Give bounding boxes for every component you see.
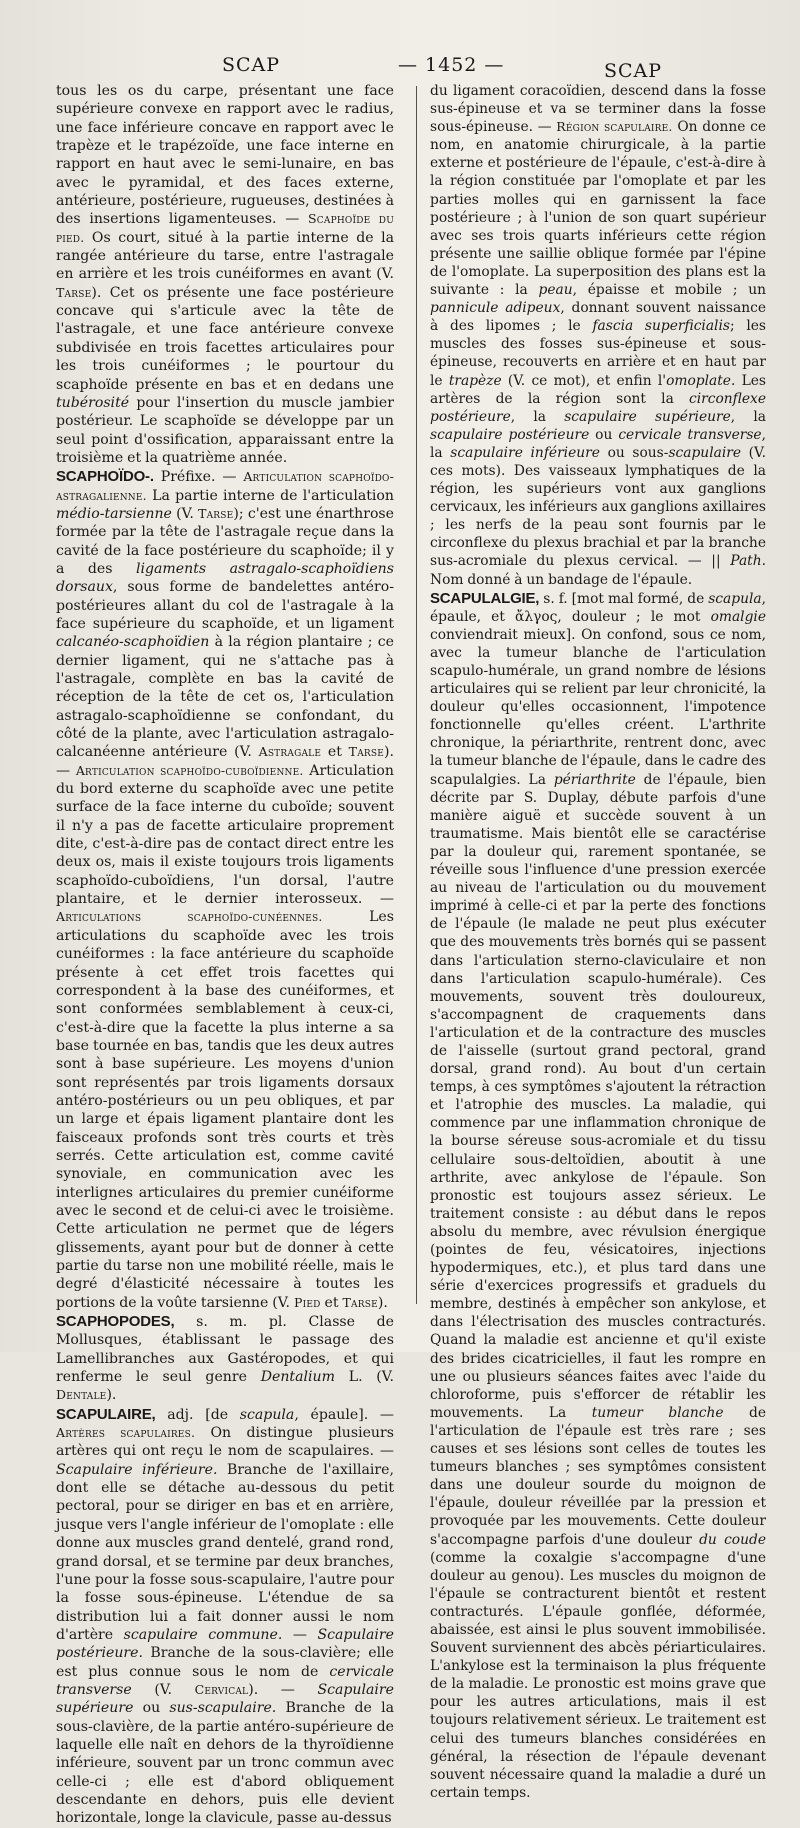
small-caps-run: Articulations scaphoïdo-cunéennes.: [56, 909, 323, 925]
text-run: Les articulations du scaphoïde avec les trois cunéiformes : la face antérieure du scaphoïde présente à cet effet trois facettes qui correspondent à la base des cunéiformes, et sont conformées semblablement à ceux-ci, c'est-à-dire que la facette la plus interne a sa base tournée en bas, tandis que les deux autres sont à base supérieure. Les moyens d'union sont représentés par trois ligaments dorsaux antéro-postérieurs ou un peu obliques, et par un large et épais ligament plantaire dont les faisceaux profonds sont très courts et très serrés. Cette articulation est, comme cavité synoviale, en communication avec les interlignes articulaires du premier cunéiforme avec le second et de celui-ci avec le troisième. Cette articulation ne permet que de légers glissements, ayant pour but de donner à cette partie du tarse non une mobilité réelle, mais le degré d'élasticité nécessaire à toutes les portions de la voûte tarsienne (V.: [56, 909, 394, 1311]
small-caps-run: Pied: [293, 1294, 321, 1310]
text-run: , la: [510, 408, 565, 425]
text-run: conviendrait mieux]. On confond, sous ce nom, avec la tumeur blanche de l'articulation scapulo-humérale, un grand nombre de lésions articulaires qui se relient par leur chronicité, la douleur qu'elles occasionnent, l'impotence fonctionnelle qu'elles créent. L'arthrite chronique, la périarthrite, rentrent donc, avec la tumeur blanche de l'épaule, dans le cadre des scapulalgies. La: [430, 626, 766, 788]
entry-scapulalgie: [430, 590, 766, 1802]
text-run: , sous forme de bandelettes antéro-postérieures allant du col de l'astragale à la face supérieure du scaphoïde, et un ligament: [56, 579, 394, 632]
italic-run: sus-scapulaire.: [169, 1700, 277, 1717]
text-run: Préfixe. —: [153, 469, 244, 486]
small-caps-run: Tarse: [342, 1294, 378, 1310]
text-run: et: [321, 744, 349, 761]
running-header: [0, 50, 800, 80]
left-column: [56, 82, 394, 1828]
text-run: pour l'insertion du muscle jambier postérieur. Le scaphoïde se développe par un seul point d'ossification, apparaissant entre la troisième et la quatrième année.: [56, 394, 394, 466]
italic-run: scapula: [708, 590, 762, 607]
column-divider: [416, 86, 417, 1304]
header-right-guideword: SCAP: [604, 60, 663, 82]
text-run: On donne ce nom, en anatomie chirurgicale, à la partie externe et postérieure de l'épaule, c'est-à-dire à la région constituée par l'omoplate et par les parties molles qui en garnissent la face postérieure ; à l'union de son quart supérieur avec ses trois quarts inférieurs cette région présente une saillie oblique formée par l'épine de l'omoplate. La superposition des plans est la suivante : la: [430, 119, 767, 299]
small-caps-run: Articulation scaphoïdo-astragalienne.: [56, 469, 394, 503]
italic-run: fascia superficialis: [592, 318, 730, 335]
text-run: , la: [730, 408, 766, 425]
small-caps-run: Tarse: [348, 744, 385, 760]
italic-run: du coude: [699, 1531, 766, 1548]
page-number: — 1452 —: [398, 54, 505, 76]
text-run: Articulation du bord externe du scaphoïde avec une petite surface de la face interne du cuboïde; souvent il n'y a pas de facette articulaire proprement dite, c'est-à-dire pas de contact direct entre les deux os, mais il existe toujours trois ligaments scaphoïdo-cuboïdiens, l'un dorsal, l'autre plantaire, et le dernier interosseux. —: [56, 762, 394, 908]
text-run: ). —: [248, 1681, 318, 1698]
right-column: [430, 82, 766, 1802]
italic-run: peau: [538, 282, 573, 299]
entry-scaphoide-continuation: [56, 82, 394, 467]
headword: SCAPHOÏDO-.: [56, 468, 154, 486]
small-caps-run: Scaphoïde du pied.: [56, 211, 394, 245]
text-run: . Les artères de la région sont la: [430, 372, 766, 407]
italic-run: périarthrite: [553, 771, 636, 788]
italic-run: Path.: [730, 553, 766, 570]
italic-run: Scapulaire postérieure.: [56, 1626, 394, 1662]
small-caps-run: Articulation scaphoïdo-cuboïdienne.: [75, 762, 304, 778]
text-run: (V. ces mots). Des vaisseaux lymphatiques de la région, les supérieurs vont aux ganglions cervicaux, les inférieurs aux ganglions axillaires ; les nerfs de la peau sont fournis par le circonflexe du plexus brachial et par la branche sus-acromiale du plexus cervical. — ||: [430, 444, 766, 570]
text-run: (V.: [131, 1681, 195, 1698]
italic-run: ligaments astragalo-scaphoïdiens dorsaux: [56, 560, 394, 596]
text-run: Branche de la sous-clavière, de la partie antéro-supérieure de laquelle elle naît en dehors de la thyroïdienne inférieure, souvent par un tronc commun avec celle-ci ; elle est d'abord obliquement descendante en dehors, puis elle devient horizontale, longe la clavicule, passe au-dessus: [56, 1700, 394, 1827]
text-run: du ligament coracoïdien, descend dans la fosse sus-épineuse et va se terminer dans la fosse sous-épineuse. —: [430, 83, 766, 136]
text-run: de l'épaule, bien décrite par S. Duplay, débute parfois d'une manière aiguë et succède souvent à un traumatisme. Mais bientôt elle se caractérise par la douleur qui, rarement spontanée, se réveille sous l'influence d'une pression exercée au niveau de l'articulation ou du mouvement imprimé à celle-ci et par la perte des fonctions de l'épaule (le malade ne peut plus exécuter que des mouvements très bornés qui se passent dans l'articulation sterno-claviculaire et non dans l'articulation scapulo-humérale). Ces mouvements, souvent très douloureux, s'accompagnent de craquements dans l'articulation et de la contracture des muscles de l'aisselle (surtout grand pectoral, grand dorsal, grand rond). Au bout d'un certain temps, à ces symptômes s'ajoutent la rétraction et l'atrophie des muscles. La maladie, qui commence par une inflammation chronique de la bourse séreuse sous-acromiale et du tissu cellulaire sous-deltoïdien, aboutit à une arthrite, avec ankylose de l'épaule. Son pronostic est toujours assez sérieux. Le traitement consiste : au début dans le repos absolu du membre, avec révulsion énergique (pointes de feu, vésicatoires, injections hypodermiques, etc.), et plus tard dans une série d'exercices progressifs et graduels du membre, destinés à empêcher son ankylose, et dans l'électrisation des muscles contracturés. Quand la maladie est ancienne et qu'il existe des brides cicatricielles, il faut les rompre en une ou plusieurs séances faites avec l'aide du chloroforme, puis s'efforcer de rétablir les mouvements. La: [430, 771, 766, 1421]
entry-scapulaire-continuation: [430, 82, 766, 589]
entry-scaphoido: [56, 468, 394, 1312]
entry-scapulaire: [56, 1406, 394, 1828]
italic-run: tumeur blanche: [591, 1404, 724, 1421]
text-run: Os court, situé à la partie interne de la rangée antérieure du tarse, entre l'astragale en arrière et les trois cunéiformes en avant (V.: [56, 229, 394, 283]
text-run: s. f. [mot mal formé, de: [539, 590, 709, 607]
italic-run: omalgie: [710, 608, 766, 625]
text-run: (comme la coxalgie s'accompagne d'une douleur au genou). Les muscles du moignon de l'épaule se contracturent bientôt et restent contracturés. L'épaule gonflée, déformée, abaissée, est ainsi le plus souvent immobilisée. Souvent surviennent des abcès périarticulaires. L'ankylose est la terminaison la plus fréquente de la maladie. Le pronostic est moins grave que pour les autres articulations, mais il est toujours relativement sérieux. Le traitement est celui des tumeurs blanches considérées en général, la résection de l'épaule devenant souvent nécessaire quand la maladie a duré un certain temps.: [430, 1549, 766, 1801]
text-run: ).: [377, 1294, 388, 1311]
small-caps-run: Artères scapulaires.: [56, 1425, 196, 1441]
headword: SCAPHOPODES,: [56, 1313, 175, 1331]
italic-run: circonflexe postérieure: [430, 390, 766, 425]
italic-run: tubérosité: [56, 394, 130, 411]
small-caps-run: Dentale: [56, 1387, 107, 1403]
text-run: ; les muscles des fosses sus-épineuse et sous-épineuse, recouverts en arrière et en haut par le: [430, 318, 766, 389]
small-caps-run: Tarse: [56, 284, 92, 300]
headword: SCAPULALGIE,: [430, 589, 540, 607]
text-run: (V.: [171, 505, 199, 522]
italic-run: Scapulaire supérieure: [56, 1681, 394, 1717]
text-run: et: [320, 1294, 343, 1311]
text-run: , donnant souvent naissance à des lipomes ; le: [430, 300, 767, 335]
italic-run: scapulaire commune.: [123, 1626, 283, 1643]
italic-run: cervicale transverse: [618, 426, 762, 443]
italic-run: Scapulaire inférieure.: [56, 1461, 218, 1478]
text-run: ou sous-: [599, 444, 669, 461]
text-run: On distingue plusieurs artères qui ont reçu le nom de scapulaires. —: [56, 1425, 394, 1460]
small-caps-run: Région scapulaire.: [556, 119, 673, 135]
italic-run: omoplate: [666, 372, 731, 389]
header-left-guideword: SCAP: [222, 54, 281, 76]
italic-run: Dentalium: [260, 1369, 335, 1386]
italic-run: scapulaire supérieure: [564, 408, 731, 425]
italic-run: cervicale transverse: [56, 1663, 394, 1698]
text-run: à la région plantaire ; ce dernier ligament, qui ne s'attache pas à l'astragale, complète en bas la cavité de réception de la tête de cet os, l'articulation astragalo-scaphoïdienne se confondant, du côté de la plante, avec l'articulation astragalo-calcanéenne antérieure (V.: [56, 634, 394, 761]
text-run: , la: [430, 426, 766, 461]
entry-scaphopodes: [56, 1313, 394, 1405]
italic-run: calcanéo-scaphoïdien: [56, 634, 210, 651]
text-run: adj. [de: [155, 1406, 240, 1423]
text-run: , épaule, et ἄλγος, douleur ; le mot: [430, 590, 766, 625]
text-run: (V. ce mot), et enfin l': [501, 372, 667, 389]
text-run: —: [282, 1626, 318, 1643]
italic-run: scapula: [239, 1406, 295, 1423]
text-run: ou: [133, 1700, 170, 1717]
italic-run: médio-tarsienne: [56, 505, 172, 522]
text-run: ). Cet os présente une face postérieure concave qui s'articule avec la tête de l'astragale, et une face antérieure convexe subdivisée en trois facettes articulaires pour les trois cunéiformes ; le pourtour du scaphoïde présente en bas et en dedans une: [56, 284, 394, 393]
italic-run: scapulaire inférieure: [450, 444, 600, 461]
small-caps-run: Cervical: [194, 1681, 249, 1697]
text-run: ou: [589, 426, 619, 443]
italic-run: scapulaire postérieure: [430, 426, 590, 443]
headword: SCAPULAIRE,: [56, 1405, 156, 1423]
text-run: , épaule]. —: [294, 1406, 395, 1423]
text-run: de l'articulation de l'épaule est très rare ; ses causes et ses lésions sont celles de toutes les tumeurs blanches ; ses symptômes consistent dans une douleur sourde du moignon de l'épaule, douleur réveillée par la pression et provoquée par les mouvements. Cette douleur s'accompagne parfois d'une douleur: [430, 1404, 766, 1548]
italic-run: scapulaire: [668, 444, 741, 461]
small-caps-run: Astragale: [258, 744, 322, 760]
italic-run: trapèze: [448, 372, 502, 389]
text-run: ); c'est une énarthrose formée par la tête de l'astragale reçue dans la cavité de la face postérieure du scaphoïde; il y a des: [56, 505, 394, 577]
small-caps-run: Tarse: [198, 505, 234, 521]
text-run: Branche de la sous-clavière; elle est plus connue sous le nom de: [56, 1645, 394, 1680]
text-run: L. (V.: [334, 1369, 394, 1386]
text-run: ). —: [56, 744, 394, 779]
text-run: tous les os du carpe, présentant une face supérieure convexe en rapport avec le radius, une face inférieure concave en rapport avec le trapèze et le trapézoïde, une face interne en rapport en haut avec le semi-lunaire, en bas avec le pyramidal, et des faces externe, antérieure, postérieure, rugueuses, destinées à des insertions ligamenteuses. —: [56, 83, 394, 228]
italic-run: pannicule adipeux: [430, 300, 561, 317]
text-run: ).: [106, 1387, 117, 1404]
text-run: La partie interne de l'articulation: [146, 487, 394, 504]
text-run: Branche de l'axillaire, dont elle se détache au-dessous du petit pectoral, pour se diriger en bas et en arrière, jusque vers l'angle inférieur de l'omoplate : elle donne aux muscles grand dentelé, grand rond, grand dorsal, et se termine par deux branches, l'une pour la fosse sous-scapulaire, l'autre pour la fosse sous-épineuse. L'étendue de sa distribution lui a fait donner aussi le nom d'artère: [56, 1461, 394, 1643]
text-run: s. m. pl. Classe de Mollusques, établissant le passage des Lamellibranches aux Gastéropodes, et qui renferme le seul genre: [56, 1314, 394, 1386]
text-run: Nom donné à un bandage de l'épaule.: [430, 571, 693, 588]
text-run: , épaisse et mobile ; un: [572, 282, 766, 299]
